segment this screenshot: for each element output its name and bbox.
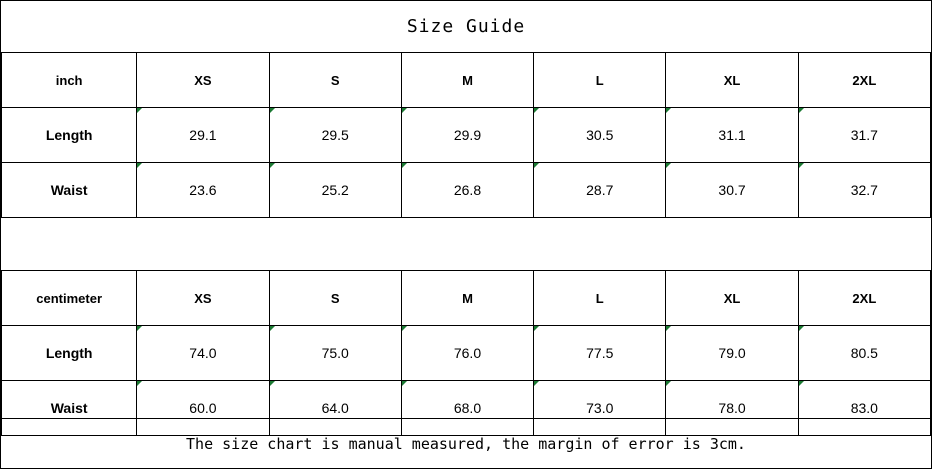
cell-cm-length-xs: 74.0 [137,326,269,381]
row-label-length: Length [2,326,137,381]
column-header-l: L [534,53,666,108]
cell-inch-waist-l: 28.7 [534,163,666,218]
unit-label-centimeter: centimeter [2,271,137,326]
cell-inch-waist-m: 26.8 [401,163,533,218]
column-header-s: S [269,53,401,108]
column-header-2xl: 2XL [798,271,930,326]
cell-inch-length-2xl: 31.7 [798,108,930,163]
cell-inch-length-xl: 31.1 [666,108,798,163]
column-header-m: M [401,271,533,326]
cell-inch-length-l: 30.5 [534,108,666,163]
column-header-xs: XS [137,53,269,108]
cell-inch-waist-xs: 23.6 [137,163,269,218]
cell-cm-length-m: 76.0 [401,326,533,381]
cell-cm-length-l: 77.5 [534,326,666,381]
column-header-l: L [534,271,666,326]
column-header-xl: XL [666,271,798,326]
cell-inch-length-xs: 29.1 [137,108,269,163]
cell-cm-length-xl: 79.0 [666,326,798,381]
table-row [2,108,931,163]
cell-cm-waist-xs: 60.0 [137,381,269,436]
cell-cm-length-2xl: 80.5 [798,326,930,381]
table-row [2,326,931,381]
table-header-row [2,53,931,108]
unit-label-inch: inch [2,53,137,108]
column-header-s: S [269,271,401,326]
cell-cm-waist-m: 68.0 [401,381,533,436]
cell-cm-length-s: 75.0 [269,326,401,381]
size-table-inch [1,53,931,218]
column-header-xs: XS [137,271,269,326]
size-tables-container [1,53,931,436]
row-label-waist: Waist [2,163,137,218]
page-title: Size Guide [1,1,931,53]
footer-note: The size chart is manual measured, the margin of error is 3cm. [1,418,931,468]
cell-cm-waist-xl: 78.0 [666,381,798,436]
column-header-xl: XL [666,53,798,108]
table-separator [1,218,931,270]
row-label-waist: Waist [2,381,137,436]
cell-inch-length-m: 29.9 [401,108,533,163]
table-row [2,163,931,218]
cell-cm-waist-2xl: 83.0 [798,381,930,436]
cell-inch-waist-xl: 30.7 [666,163,798,218]
cell-inch-waist-2xl: 32.7 [798,163,930,218]
cell-cm-waist-l: 73.0 [534,381,666,436]
cell-inch-length-s: 29.5 [269,108,401,163]
size-table-centimeter [1,270,931,436]
table-header-row [2,271,931,326]
size-table-centimeter-block [1,270,931,436]
column-header-2xl: 2XL [798,53,930,108]
cell-inch-waist-s: 25.2 [269,163,401,218]
cell-cm-waist-s: 64.0 [269,381,401,436]
column-header-m: M [401,53,533,108]
row-label-length: Length [2,108,137,163]
size-table-inch-block [1,53,931,218]
